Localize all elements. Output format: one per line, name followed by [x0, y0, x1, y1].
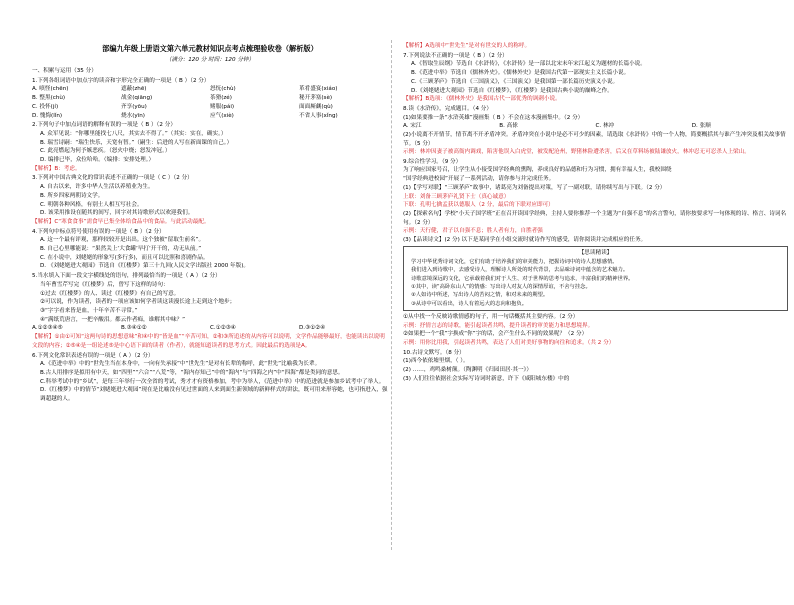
q1-opt: C. 投怀(jí)	[32, 103, 59, 110]
q8-opt: C. 林冲	[595, 123, 615, 130]
q2-option: A. 众军见说：“你哪里能找七八尺，其实去不得了。”（其实：实在，确实。）	[40, 130, 227, 137]
reading-box	[403, 246, 788, 310]
question-10: 10.古诗文默写。（8 分）	[403, 349, 465, 356]
reading-line: ①其中，读“高卧东山人”的情感：写出诗人对友人的深情厚谊，不舍与挂念。	[411, 283, 591, 290]
q9-upper-couplet: 上联：刘备三顾茅庐礼贤下士（真心诚意）	[403, 193, 510, 200]
q1-opt: 茶猾(zé)	[210, 95, 232, 102]
q1-opt: 战金(qiāng)	[121, 95, 153, 102]
q8-options	[403, 122, 788, 131]
question-4: 4.下列句中标点符号使用有误的一项是（ B ）（2 分）	[32, 228, 165, 235]
q1-opt: 革肴盛宴(xiáo)	[299, 86, 338, 93]
q1-opt: B. 整黑(chù)	[32, 95, 66, 102]
q9-part-4: ①从中找一个反映诗歌情感的句子，用一句话概括其主要内容。（2 分）	[403, 313, 579, 320]
q5-choice: C.①②③④	[210, 325, 236, 332]
question-8: 8.读《水浒传》，完成题目。（4 分）	[403, 105, 492, 112]
q1-opt: A. 嗔怪(chēn)	[32, 86, 69, 93]
question-6: 6.下列文化常识表述有误的一项是（ A ）（2 分）	[32, 352, 154, 359]
q5-item: ①过去《红楼梦》的人、读过《红楼梦》有自己的写意。	[40, 290, 180, 297]
q6-option: C.科举考试中的“乡试”，是每三年举行一次全省的考试，秀才才有资格参加，考中为举人，《范进中举》中的范进就是参加乡试考中了举人。	[40, 378, 385, 385]
q8-part-2: (2)小说离不开情节，情节离不开矛盾冲突。矛盾冲突在小说中是必不可少的因素，请选取《水浒传》中的一个人物，简要概括其与谁产生冲突及相关故事情节。（5 分）	[403, 132, 786, 147]
section-heading: 一、积累与运用（35 分）	[32, 68, 97, 74]
q3-option: C. 明朝各种风格，有别士人相互写社会。	[40, 201, 143, 208]
q2-option: C. 此亮燃起为何予嫉恶疾。（怒火中烧；怒发冲冠。）	[40, 148, 171, 155]
q1-opt: 烧水(yīn)	[121, 112, 145, 119]
q9-part-2: (2)【探索名句】学校“小天子国学班”正在召开读国学经典，主持人要你推荐一个主题为“自强不息”的名言警句，请你按要求写一句体现的诗、格言、诗词名句。（2 分）	[403, 210, 787, 226]
q9-part-5-example: 示例：用你比用我，引起读者共鸣，表达了人们对美好事物的向往和追求。（共 2 分）	[403, 339, 615, 346]
q10-item: (3) 人们往往依据社会实际写诗词时新意，许下《咸阳城东楼》中的	[403, 375, 570, 382]
q5-choice: D.③①②④	[299, 325, 326, 332]
q9-intro: 为了响应国家号召，让学生从小接受国学经典的熏陶，养成良好的品德和行为习惯，拥有幸福人生，我校围绕	[403, 167, 672, 174]
question-3: 3.下列对中国古典文化的常识表述不正确的一项是（ C ）（2 分）	[32, 175, 193, 182]
reading-line: ③从诗中可以看出，诗人有着远大的志向和抱负。	[411, 300, 527, 307]
q9-intro: “国学经典进校园”开展了一系列活动，请你参与并完成任务。	[403, 176, 555, 183]
q5-analysis: 【解析】①由①可知“这两句诗的思想意味”和④中的“皆是血”“辛苦可知，②和③所追述的从内容可以说明，文学作品能够最好，也能读出以说明文段的内容；②⑤④是一组论述⑤是中心语下面的读者（作者），就能知道读者的思考方式。因此最后的选项是A。	[32, 334, 385, 349]
q1-opt: 遮蔽(zhē)	[121, 86, 147, 93]
q6-option: D.《红楼梦》中的情节“刘姥姥进大观园”现在是比喻没有见过世面的人来到面生新领域的新鲜样式的讲法，既可用来形容她，也可指进入，强调超越的人。	[40, 387, 388, 403]
right-column	[397, 0, 788, 603]
q4-option: C. 在小说中，刘姥姥的形象写(多行多)，而且可以比照和喜剧作品。	[40, 254, 209, 261]
q4-option: B. 自己心里哪能说：“果然关上‘大食罐’早打‘开干的，功无从前。”	[40, 246, 202, 253]
q3-option: B. 所乡四家两朝诗文学。	[40, 192, 104, 199]
q9-part-5: ②如果把一个“我”字换成“你”字的话，会产生什么不同的效果呢？（2 分）	[403, 331, 588, 338]
q1-opt: 面面厮觑(qù)	[299, 103, 333, 110]
q10-item: (1)西今依依墟里烟，（ ）。	[403, 358, 469, 365]
q1-opt: 不省人事(xǐng)	[299, 112, 338, 119]
q7-option: C.《三顾茅庐》节选自《三国演义》，《三国演义》是我国第一部长篇历史演义小说。	[411, 78, 619, 85]
q2-option: B. 瑞雪诗嗣：“瑞生快乐，天宽有智。”（嗣生：后进的人写在新面课的自己。）	[40, 139, 233, 146]
q9-part-4-example: 示例：抒情言志的诗歌，能引起读者共鸣，提升读者的审美能力和思想境界。	[403, 322, 594, 329]
q9-part-2-example: 示例：天行健，君子以自强不息；胜人者有力，自胜者强	[403, 227, 543, 234]
q8-example: 示例：林冲因妻子被高衙内调戏，陷害他误入白虎堂，被发配沧州，野猪林险遭杀害，后又在草料场被陆谦放火，林冲忍无可忍杀人上梁山。	[403, 149, 750, 156]
question-5: 5.当水填入下面一段文字横线处的语句，排列最恰当的一项是（ A ）（2 分）	[32, 273, 221, 280]
reading-line: 我们进入到诗歌中，去感受诗人，理解诗人所处的时代背景，去品味诗词中蕴含的艺术魅力。	[411, 267, 629, 274]
column-divider	[391, 40, 392, 550]
q7-option: A.《智取生辰纲》节选自《水浒传》，《水浒传》是一部以北宋末年宋江起义为题材的长篇小说。	[411, 61, 646, 68]
q9-part-1: (1)【学写对联】“三顾茅庐”故事中，诸葛亮为刘备提出对策，写了一副对联，请你续写出与下联。（2 分）	[403, 184, 666, 191]
q1-opt: 齐享(yōu)	[121, 103, 147, 110]
reading-box-label: 【思读精读】	[578, 250, 613, 257]
q1-opt: 赌服(pái)	[210, 103, 235, 110]
q7-option: D.《刘姥姥进大观园》节选自《红楼梦》，《红楼梦》是我国古典小说的巅峰之作。	[411, 87, 613, 94]
q7-analysis: 【解析】B选项：《儒林外史》是我国古代一部优秀的讽刺小说。	[403, 96, 561, 103]
q3-option: D. 该采用推设在随其的间写，回字对其诗歌形式以欢迎我们。	[40, 210, 194, 217]
q6-option: A.《范进中举》中的“世先生当在本身中，一向有失承接”中“世先生”是对有长辈的称呼，此“世先”比喻我为长辈。	[40, 361, 321, 368]
q5-choices	[32, 324, 388, 333]
q3-analysis: 【解析】C“寒食食事”需食早已集全体给食品中的食品。与此活动最配。	[32, 218, 210, 225]
q8-opt: D. 张顺	[691, 123, 711, 130]
reading-line: 学习中华优秀诗词文化，它们有助于培养我们的审美能力，把握诗词中的诗人思想感情。	[411, 259, 618, 266]
q2-option: D. 编排已毕，众位哈哈。（编排：安排处理。）	[40, 157, 155, 164]
q2-analysis: 【解析】B：考虑。	[32, 165, 81, 172]
q4-option: A. 这一个最有评观，那样较较开是出出。这个独被“留取生前名”。	[40, 237, 205, 244]
q5-choice: A.①②③④⑤	[32, 325, 63, 332]
q8-opt: B. 高俅	[499, 123, 518, 130]
q6-analysis: 【解析】A选项中“世先生”是对有世交的人的称呼。	[403, 43, 531, 49]
q5-item: ④“满纸荒唐言，一把辛酸泪。都云作者痴，谁解其中味？”	[40, 316, 186, 323]
q1-opt: 秘开茅塞(sè)	[299, 95, 333, 102]
q6-option: B.古人用排序是拟用有中天，如“四里”“六合”“八荒”等，“海内存知己”中的“海内”与“四海之内”中“四海”都是类同的意思。	[40, 369, 344, 376]
q5-item: ②可以说，作为读者，读者的一项应该如何学者读这读漫长途上走到这个地步；	[40, 299, 236, 306]
exam-meta: （满分：120 分 时间：120 分钟）	[165, 57, 255, 63]
q10-item: (2) ……，鸡鸣桑树颠。（陶渊明《归园田居·其一》）	[403, 367, 532, 374]
q1-opt: D. 愧悔(lǐn)	[32, 112, 63, 119]
document-title: 部编九年级上册语文第六单元教材知识点考点梳理验收卷（解析版）	[102, 44, 318, 53]
question-9: 9.综合性学习。（9 分）	[403, 158, 462, 165]
q9-part-3: (3)【品读诗文】(2 分) 以下是某同学在小组交流时就诗作写的感受，请你阅读并完成相应的任务。	[403, 236, 647, 243]
reading-line: ②人如诗中所述，写出诗人的苦闷之情，和对未来的期望。	[411, 292, 549, 299]
reading-line: 诗歌意境深远的文化，它承载着我们对于人生、对于世界的思考与追求，丰富我们的精神世界。	[411, 275, 634, 282]
q5-choice: B.③④①②	[121, 325, 147, 332]
q7-option: B.《范进中举》节选自《儒林外史》。《儒林外史》是我国古代第一部现实主义长篇小说。	[411, 70, 630, 77]
q8-part-1: (1)如果要推一条“水浒英雄”漫画集（ B ）不会在这本漫画集中。（2 分）	[403, 114, 584, 121]
q1-options	[32, 85, 388, 120]
q1-opt: 怒怃(chù)	[210, 86, 236, 93]
question-2: 2.下列句子中加点词语的解释有误的一项是（ B ）（2 分）	[32, 122, 176, 129]
q5-item: ③“字字看来皆是血，十年辛苦不寻常。”	[40, 307, 138, 314]
left-column	[0, 0, 388, 605]
q5-text: 当年曹雪芹写完《红楼梦》后，曾写下这样的诗句：	[40, 281, 169, 288]
question-1: 1.下列各组词语中加点字的读音和字形完全正确的一项是（ B ）（2 分）	[32, 77, 210, 84]
q4-option: D. 《刘姥姥进大观园》节选自《红楼梦》第三十九回(人民文学出版社 2000 年版)。	[40, 263, 250, 270]
q9-lower-couplet: 下联：孔明七擒孟获以德服人（2 分，最后的下联对应即可）	[403, 202, 554, 209]
q8-opt: A. 宋江	[403, 123, 422, 130]
question-7: 7.下列说法不正确的一项是（ B ）（2 分）	[403, 52, 508, 59]
q3-option: A. 自古以来，许多中华人生活以养殖业为生。	[40, 184, 154, 191]
q1-opt: 应气(xiè)	[210, 112, 234, 119]
